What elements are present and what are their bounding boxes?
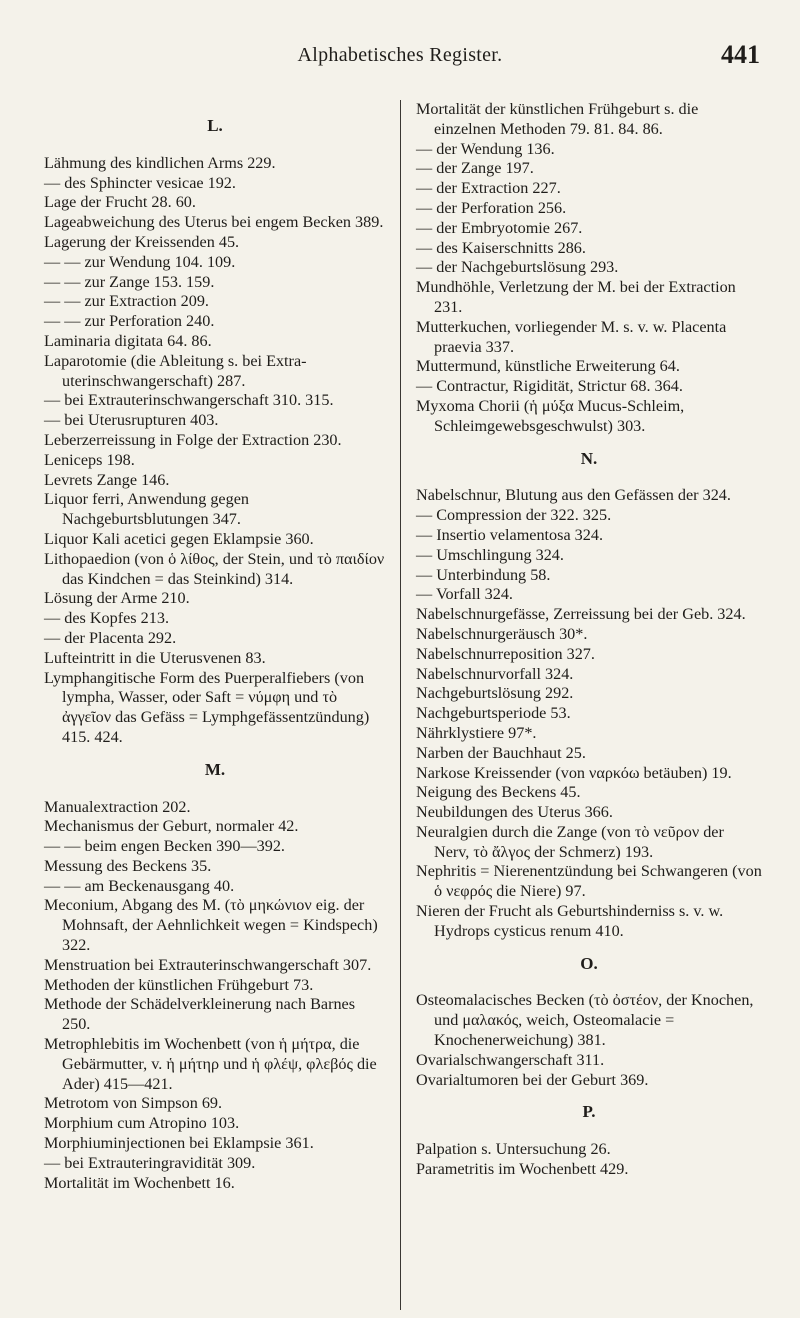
index-entry: — der Perforation 256. [416, 198, 567, 217]
index-entry: Lage der Frucht 28. 60. [44, 193, 196, 212]
index-entry: Menstruation bei Extrauterinschwangerschaft 307. [44, 955, 372, 974]
index-entry: Nährklystiere 97*. [416, 723, 537, 742]
index-entry: Myxoma Chorii (ἡ μύξα Mucus-Schleim, Schleimgewebsgeschwulst) 303. [416, 396, 685, 435]
index-entry: Nachgeburtsperiode 53. [416, 704, 571, 723]
section-letter-heading: O. [580, 953, 598, 973]
index-entry: — der Zange 197. [416, 159, 534, 178]
index-entry: — des Sphincter vesicae 192. [44, 173, 236, 192]
index-entry: Palpation s. Untersuchung 26. [416, 1140, 611, 1159]
index-entry: Metrotom von Simpson 69. [44, 1094, 223, 1113]
index-entry: Lymphangitische Form des Puerperalfiebers (von lympha, Wasser, oder Saft = νύμφη und τὸ ἀγγεῖον das Gefäss = Lymphgefässentzündung) 415. 424. [44, 668, 370, 746]
index-entry: Mortalität der künstlichen Frühgeburt s. die einzelnen Methoden 79. 81. 84. 86. [416, 100, 699, 138]
index-entry: Neigung des Beckens 45. [416, 783, 581, 802]
index-entry: — Umschlingung 324. [416, 545, 564, 564]
index-entry: Methode der Schädelverkleinerung nach Barnes 250. [44, 995, 356, 1034]
index-entry: — — beim engen Becken 390—392. [44, 837, 285, 856]
section-letter-heading: P. [582, 1102, 596, 1122]
index-entry: — Contractur, Rigidität, Strictur 68. 364. [416, 377, 683, 396]
index-entry: Laparotomie (die Ableitung s. bei Extra-uterinschwangerschaft) 287. [44, 351, 307, 390]
index-entry: Morphiuminjectionen bei Eklampsie 361. [44, 1134, 314, 1153]
index-entry: Lageabweichung des Uterus bei engem Becken 389. [44, 213, 384, 232]
index-entry: Nachgeburtslösung 292. [416, 684, 574, 703]
index-entry: — — zur Extraction 209. [44, 292, 209, 311]
index-entry: — der Wendung 136. [416, 139, 555, 158]
section-letter-heading: M. [204, 759, 226, 779]
index-entry: Mechanismus der Geburt, normaler 42. [44, 817, 299, 836]
index-entry: Lagerung der Kreissenden 45. [44, 232, 240, 251]
index-entry: Neuralgien durch die Zange (von τὸ νεῦρον der Nerv, τὸ ἄλγος der Schmerz) 193. [416, 822, 724, 861]
index-entry: — — zur Zange 153. 159. [44, 272, 215, 291]
index-entry: Ovarialtumoren bei der Geburt 369. [416, 1070, 649, 1089]
index-entry: Leniceps 198. [44, 450, 135, 469]
index-entry: — der Nachgeburtslösung 293. [416, 258, 619, 277]
index-entry: Lähmung des kindlichen Arms 229. [44, 153, 276, 172]
index-column-left [44, 100, 386, 1193]
index-entry: Nabelschnurvorfall 324. [416, 664, 574, 683]
index-entry: Messung des Beckens 35. [44, 856, 212, 875]
column-divider [400, 100, 401, 1310]
index-entry: Liquor Kali acetici gegen Eklampsie 360. [44, 529, 314, 548]
index-entry: Mutterkuchen, vorliegender M. s. v. w. Placenta praevia 337. [416, 317, 727, 356]
section-letter-heading: N. [580, 448, 598, 468]
running-title: Alphabetisches Register. [297, 44, 503, 66]
index-entry: Morphium cum Atropino 103. [44, 1114, 240, 1133]
index-entry: — der Embryotomie 267. [416, 218, 583, 237]
index-entry: Lösung der Arme 210. [44, 589, 190, 608]
index-entry: Narben der Bauchhaut 25. [416, 743, 586, 762]
index-entry: Nabelschnurgefässe, Zerreissung bei der Geb. 324. [416, 605, 746, 624]
index-entry: Ovarialschwangerschaft 311. [416, 1050, 605, 1069]
index-entry: Laminaria digitata 64. 86. [44, 331, 212, 350]
index-column-right [416, 100, 762, 1180]
index-entry: Mortalität im Wochenbett 16. [44, 1173, 235, 1192]
index-entry: Levrets Zange 146. [44, 470, 170, 489]
index-entry: Nabelschnurgeräusch 30*. [416, 624, 588, 643]
index-entry: Metrophlebitis im Wochenbett (von ἡ μήτρα, die Gebärmutter, v. ἡ μήτηρ und ἡ φλέψ, φλεβός die Ader) 415—421. [44, 1035, 377, 1093]
index-entry: — des Kaiserschnitts 286. [416, 238, 586, 257]
index-entry: — bei Uterusrupturen 403. [44, 411, 219, 430]
index-entry: Parametritis im Wochenbett 429. [416, 1160, 629, 1179]
index-entry: Nabelschnur, Blutung aus den Gefässen der 324. [416, 486, 731, 505]
index-entry: Neubildungen des Uterus 366. [416, 803, 613, 822]
index-entry: — Vorfall 324. [416, 585, 513, 604]
index-entry: Liquor ferri, Anwendung gegen Nachgeburtsblutungen 347. [44, 490, 249, 529]
index-entry: — — am Beckenausgang 40. [44, 876, 235, 895]
index-entry: — — zur Wendung 104. 109. [44, 252, 236, 271]
index-entry: Methoden der künstlichen Frühgeburt 73. [44, 975, 314, 994]
index-entry: — Unterbindung 58. [416, 565, 551, 584]
index-entry: — der Placenta 292. [44, 628, 177, 647]
page-number: 441 [721, 40, 760, 69]
index-entry: Nephritis = Nierenentzündung bei Schwangeren (von ὁ νεφρός die Niere) 97. [416, 862, 762, 901]
index-entry: Nabelschnurreposition 327. [416, 644, 595, 663]
section-letter-heading: L. [207, 116, 223, 135]
page-header [40, 40, 760, 76]
index-entry: — bei Extrauteringravidität 309. [44, 1153, 256, 1172]
index-entry: Leberzerreissung in Folge der Extraction 230. [44, 430, 342, 449]
index-entry: Manualextraction 202. [44, 797, 191, 816]
index-entry: Meconium, Abgang des M. (τὸ μηκώνιον eig. der Mohnsaft, der Aehnlichkeit wegen = Kindspech) 322. [44, 896, 378, 955]
index-entry: Mundhöhle, Verletzung der M. bei der Extraction 231. [416, 278, 736, 316]
index-entry: — Compression der 322. 325. [416, 506, 612, 525]
index-entry: — des Kopfes 213. [44, 609, 169, 628]
index-entry: Lufteintritt in die Uterusvenen 83. [44, 648, 266, 667]
index-entry: Nieren der Frucht als Geburtshinderniss s. v. w. Hydrops cysticus renum 410. [416, 902, 724, 940]
index-entry: Osteomalacisches Becken (τὸ ὀστέον, der Knochen, und μαλακός, weich, Osteomalacie = Knochenerweichung) 381. [416, 991, 754, 1050]
index-entry: Lithopaedion (von ὁ λίθος, der Stein, und τὸ παιδίον das Kindchen = das Steinkind) 314. [44, 549, 385, 588]
index-entry: — — zur Perforation 240. [44, 312, 215, 331]
index-entry: — bei Extrauterinschwangerschaft 310. 315. [44, 391, 334, 410]
index-entry: Muttermund, künstliche Erweiterung 64. [416, 357, 680, 376]
index-entry: — der Extraction 227. [416, 179, 561, 198]
index-entry: Narkose Kreissender (von ναρκόω betäuben) 19. [416, 763, 732, 782]
index-entry: — Insertio velamentosa 324. [416, 525, 604, 544]
